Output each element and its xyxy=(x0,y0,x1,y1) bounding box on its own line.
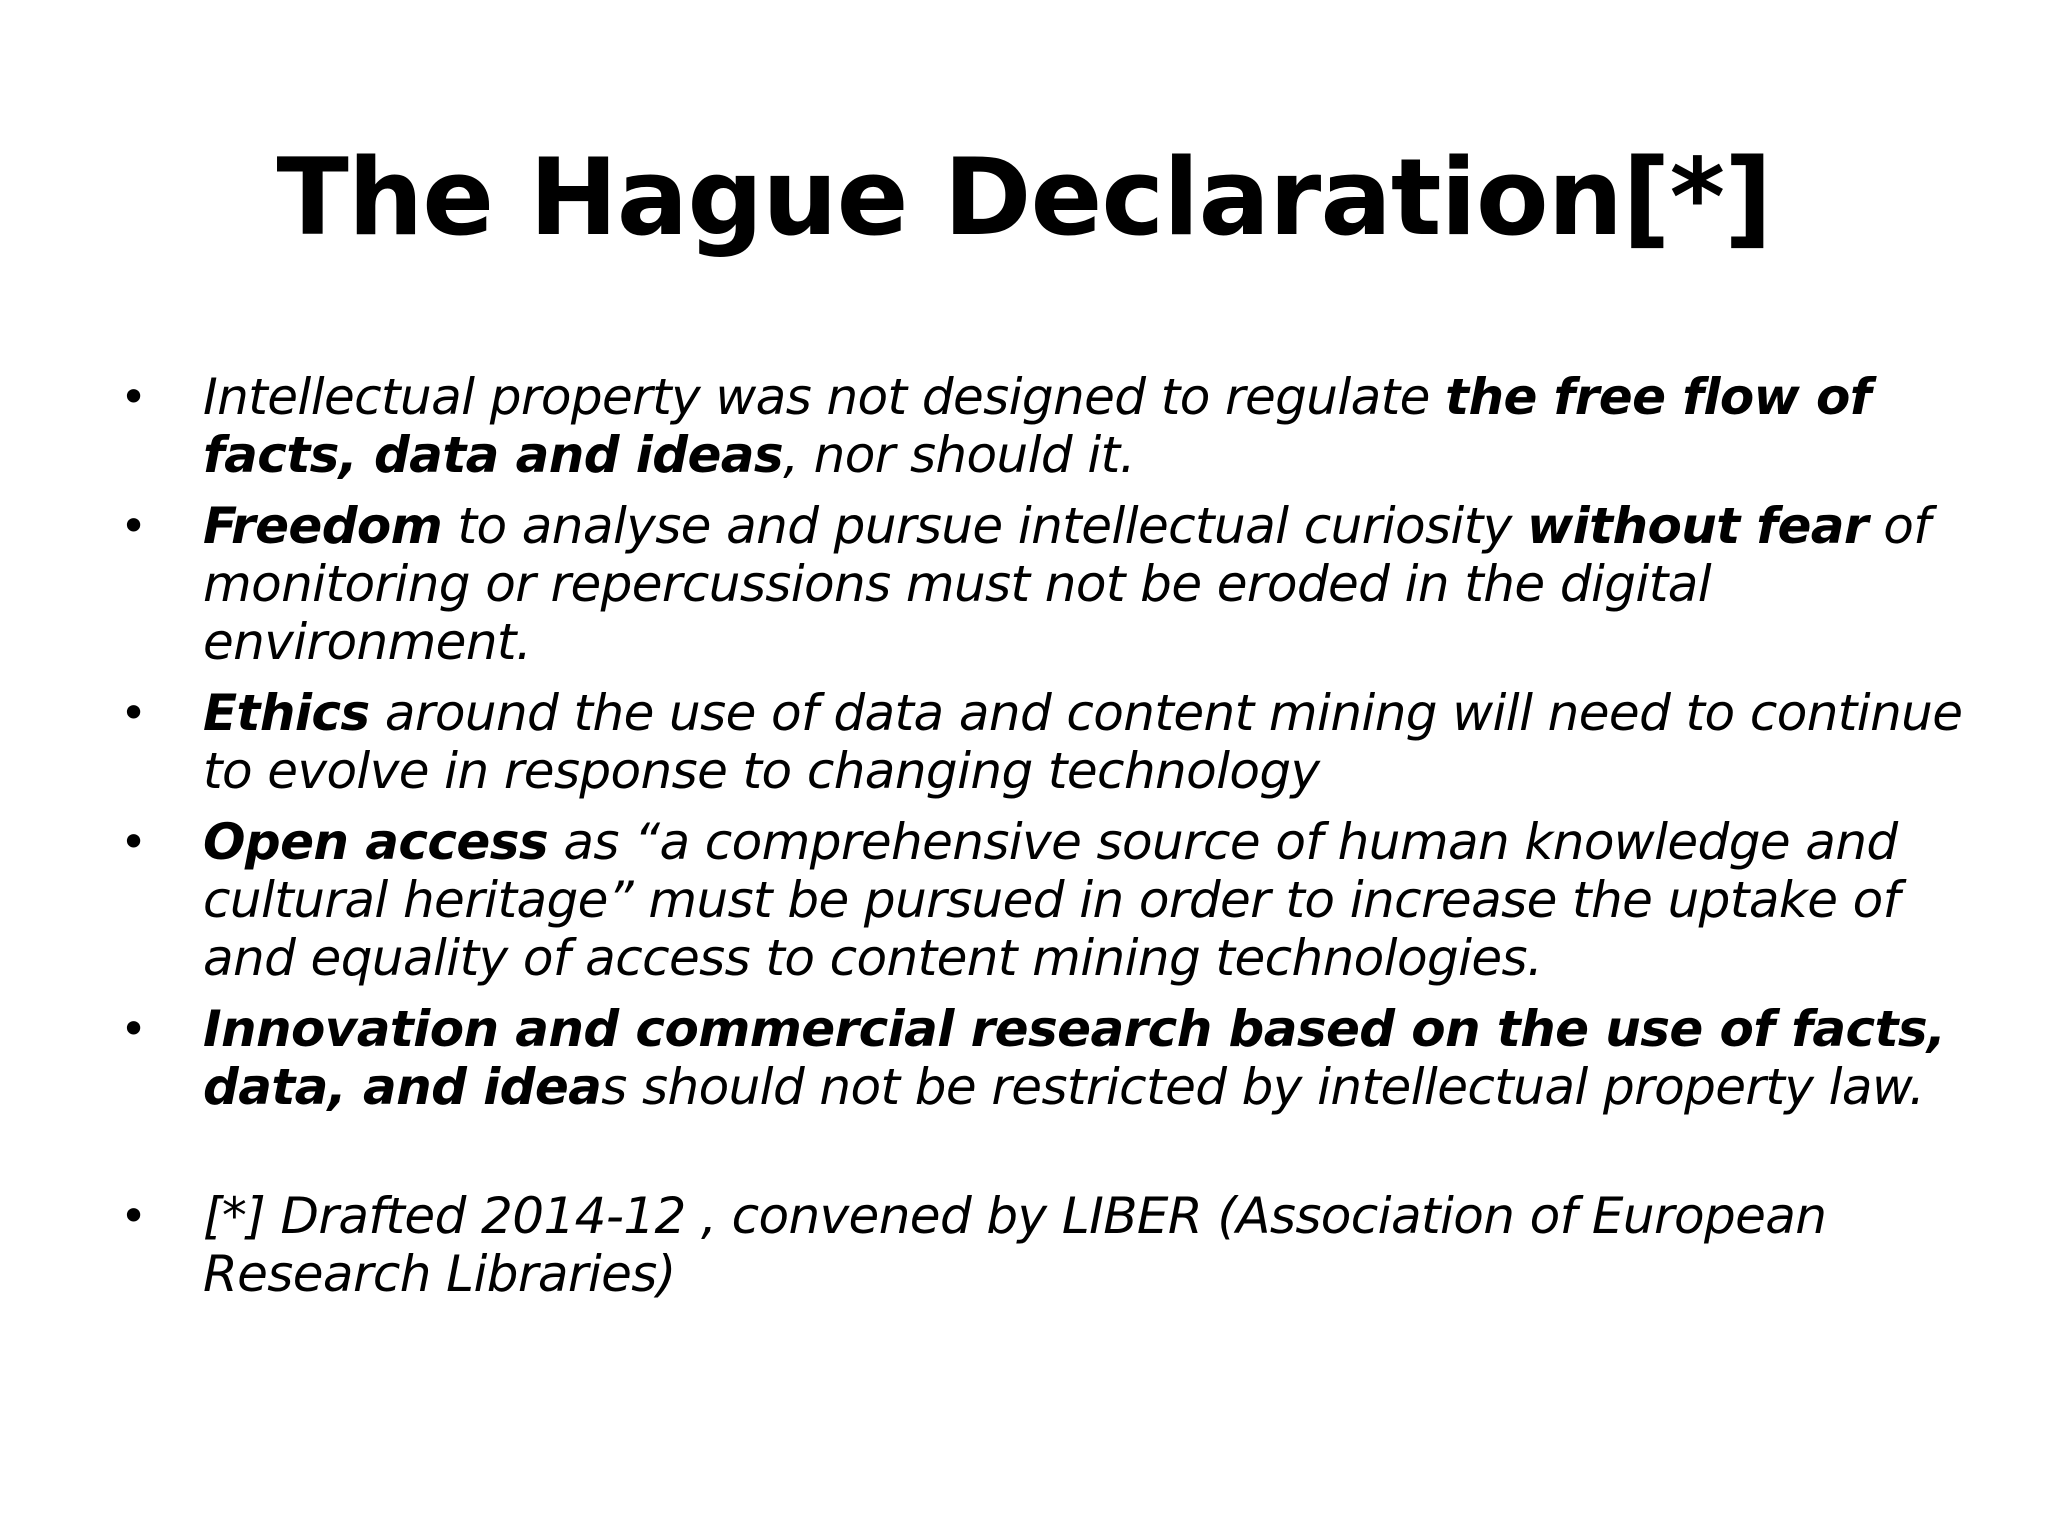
bullet-text: around the use of data and content mining will need to continue to evolve in response to changing technology xyxy=(203,684,1963,800)
bullet-emphasis: the free flow of facts, data and ideas xyxy=(203,368,1871,484)
slide-title: The Hague Declaration[*] xyxy=(276,136,1772,259)
bullet-text: , nor should it. xyxy=(783,426,1135,484)
bullet-item xyxy=(0,497,2048,671)
bullet-item xyxy=(0,684,2048,800)
bullet-emphasis: Open access xyxy=(203,813,549,871)
bullet-dot-icon: • xyxy=(120,686,147,740)
bullet-dot-icon: • xyxy=(120,370,147,424)
bullet-dot-icon: • xyxy=(120,1189,147,1243)
footnote-item xyxy=(0,1187,2048,1303)
bullet-emphasis: Freedom xyxy=(203,497,443,555)
bullet-text: Intellectual property was not designed to regulate xyxy=(203,368,1446,426)
bullet-emphasis: Innovation and commercial research based on the use of facts, data, and idea xyxy=(203,1000,1946,1116)
bullet-list xyxy=(0,368,2048,1316)
bullet-dot-icon: • xyxy=(120,499,147,553)
bullet-emphasis: without fear xyxy=(1527,497,1868,555)
bullet-dot-icon: • xyxy=(120,815,147,869)
bullet-text: to analyse and pursue intellectual curiosity xyxy=(442,497,1528,555)
bullet-text: as “a comprehensive source of human knowledge and cultural heritage” must be pursued in order to increase the uptake of and equality of access to content mining technologies. xyxy=(203,813,1900,987)
bullet-text: s should not be restricted by intellectual property law. xyxy=(601,1058,1925,1116)
bullet-text: of monitoring or repercussions must not be eroded in the digital environment. xyxy=(203,497,1931,671)
bullet-dot-icon: • xyxy=(120,1002,147,1056)
bullet-item xyxy=(0,813,2048,987)
bullet-item xyxy=(0,1000,2048,1116)
bullet-emphasis: Ethics xyxy=(203,684,370,742)
footnote-text: [*] Drafted 2014-12 , convened by LIBER (Association of European Research Libraries) xyxy=(203,1187,1827,1303)
bullet-item xyxy=(0,368,2048,484)
